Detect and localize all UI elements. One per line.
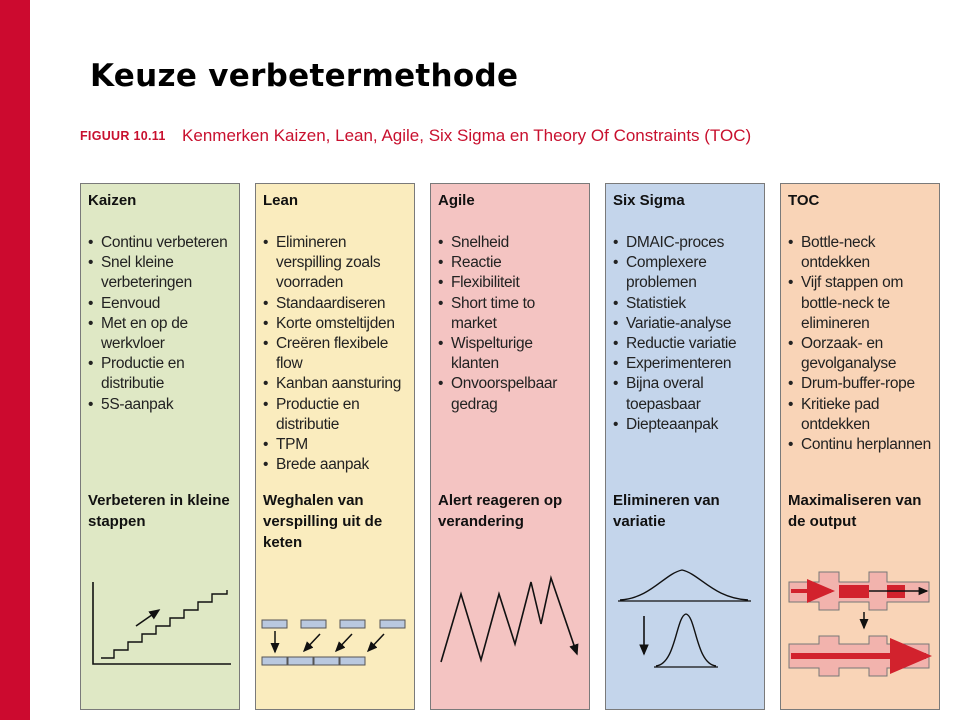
list-item: • TPM: [263, 435, 408, 455]
column-summary: Maximaliseren van de output: [788, 492, 922, 530]
flow-blocks-icon: [256, 564, 414, 674]
column-title: Lean: [263, 192, 299, 209]
column-title: Six Sigma: [613, 192, 685, 209]
column-summary: Alert reageren op verandering: [438, 492, 563, 530]
figure-caption: [80, 126, 751, 146]
feature-list: [788, 233, 933, 455]
figure-caption-text: Kenmerken Kaizen, Lean, Agile, Six Sigma en Theory Of Constraints (TOC): [182, 126, 752, 145]
list-item: • Met en op de werkvloer: [88, 314, 233, 354]
list-item: • Kritieke pad ontdekken: [788, 395, 933, 435]
list-item: • Brede aanpak: [263, 455, 408, 475]
column-title: Kaizen: [88, 192, 137, 209]
feature-list: [613, 233, 758, 435]
column-toc: [780, 183, 940, 710]
list-item: • Kanban aansturing: [263, 374, 408, 394]
list-item: • Oorzaak- en gevolganalyse: [788, 334, 933, 374]
column-summary: Verbeteren in kleine stappen: [88, 492, 230, 530]
column-title: TOC: [788, 192, 820, 209]
list-item: • Standaardiseren: [263, 294, 408, 314]
zigzag-line-icon: [431, 564, 589, 674]
list-item: • Snel kleine verbeteringen: [88, 253, 233, 293]
list-item: • 5S-aanpak: [88, 395, 233, 415]
list-item: • Onvoorspelbaar gedrag: [438, 374, 583, 414]
bottleneck-pipe-icon: [781, 564, 939, 689]
list-item: • Diepteaanpak: [613, 415, 758, 435]
list-item: • Productie en distributie: [88, 354, 233, 394]
list-item: • Experimenteren: [613, 354, 758, 374]
list-item: • Short time to market: [438, 294, 583, 334]
list-item: • Complexere problemen: [613, 253, 758, 293]
column-six-sigma: [605, 183, 765, 710]
column-lean: [255, 183, 415, 710]
list-item: • DMAIC-proces: [613, 233, 758, 253]
list-item: • Wispelturige klanten: [438, 334, 583, 374]
list-item: • Bottle-neck ontdekken: [788, 233, 933, 273]
list-item: • Drum-buffer-rope: [788, 374, 933, 394]
column-kaizen: [80, 183, 240, 710]
figure-label: FIGUUR 10.11: [80, 129, 166, 143]
list-item: • Variatie-analyse: [613, 314, 758, 334]
list-item: • Eenvoud: [88, 294, 233, 314]
feature-list: [88, 233, 233, 415]
list-item: • Statistiek: [613, 294, 758, 314]
column-summary: Weghalen van verspilling uit de keten: [263, 492, 383, 551]
list-item: • Reductie variatie: [613, 334, 758, 354]
column-summary: Elimineren van variatie: [613, 492, 720, 530]
list-item: • Productie en distributie: [263, 395, 408, 435]
list-item: • Reactie: [438, 253, 583, 273]
bell-curve-icon: [606, 564, 764, 674]
list-item: • Snelheid: [438, 233, 583, 253]
column-title: Agile: [438, 192, 475, 209]
staircase-chart-icon: [81, 564, 239, 674]
list-item: • Continu verbeteren: [88, 233, 233, 253]
list-item: • Creëren flexibele flow: [263, 334, 408, 374]
feature-list: [263, 233, 408, 475]
feature-list: [438, 233, 583, 415]
list-item: • Elimineren verspilling zoals voorraden: [263, 233, 408, 294]
list-item: • Vijf stappen om bottle-neck te elimineren: [788, 273, 933, 334]
accent-bar: [0, 0, 30, 720]
list-item: • Continu herplannen: [788, 435, 933, 455]
list-item: • Bijna overal toepasbaar: [613, 374, 758, 414]
column-agile: [430, 183, 590, 710]
slide-title: Keuze verbetermethode: [90, 58, 519, 94]
list-item: • Korte omsteltijden: [263, 314, 408, 334]
list-item: • Flexibiliteit: [438, 273, 583, 293]
